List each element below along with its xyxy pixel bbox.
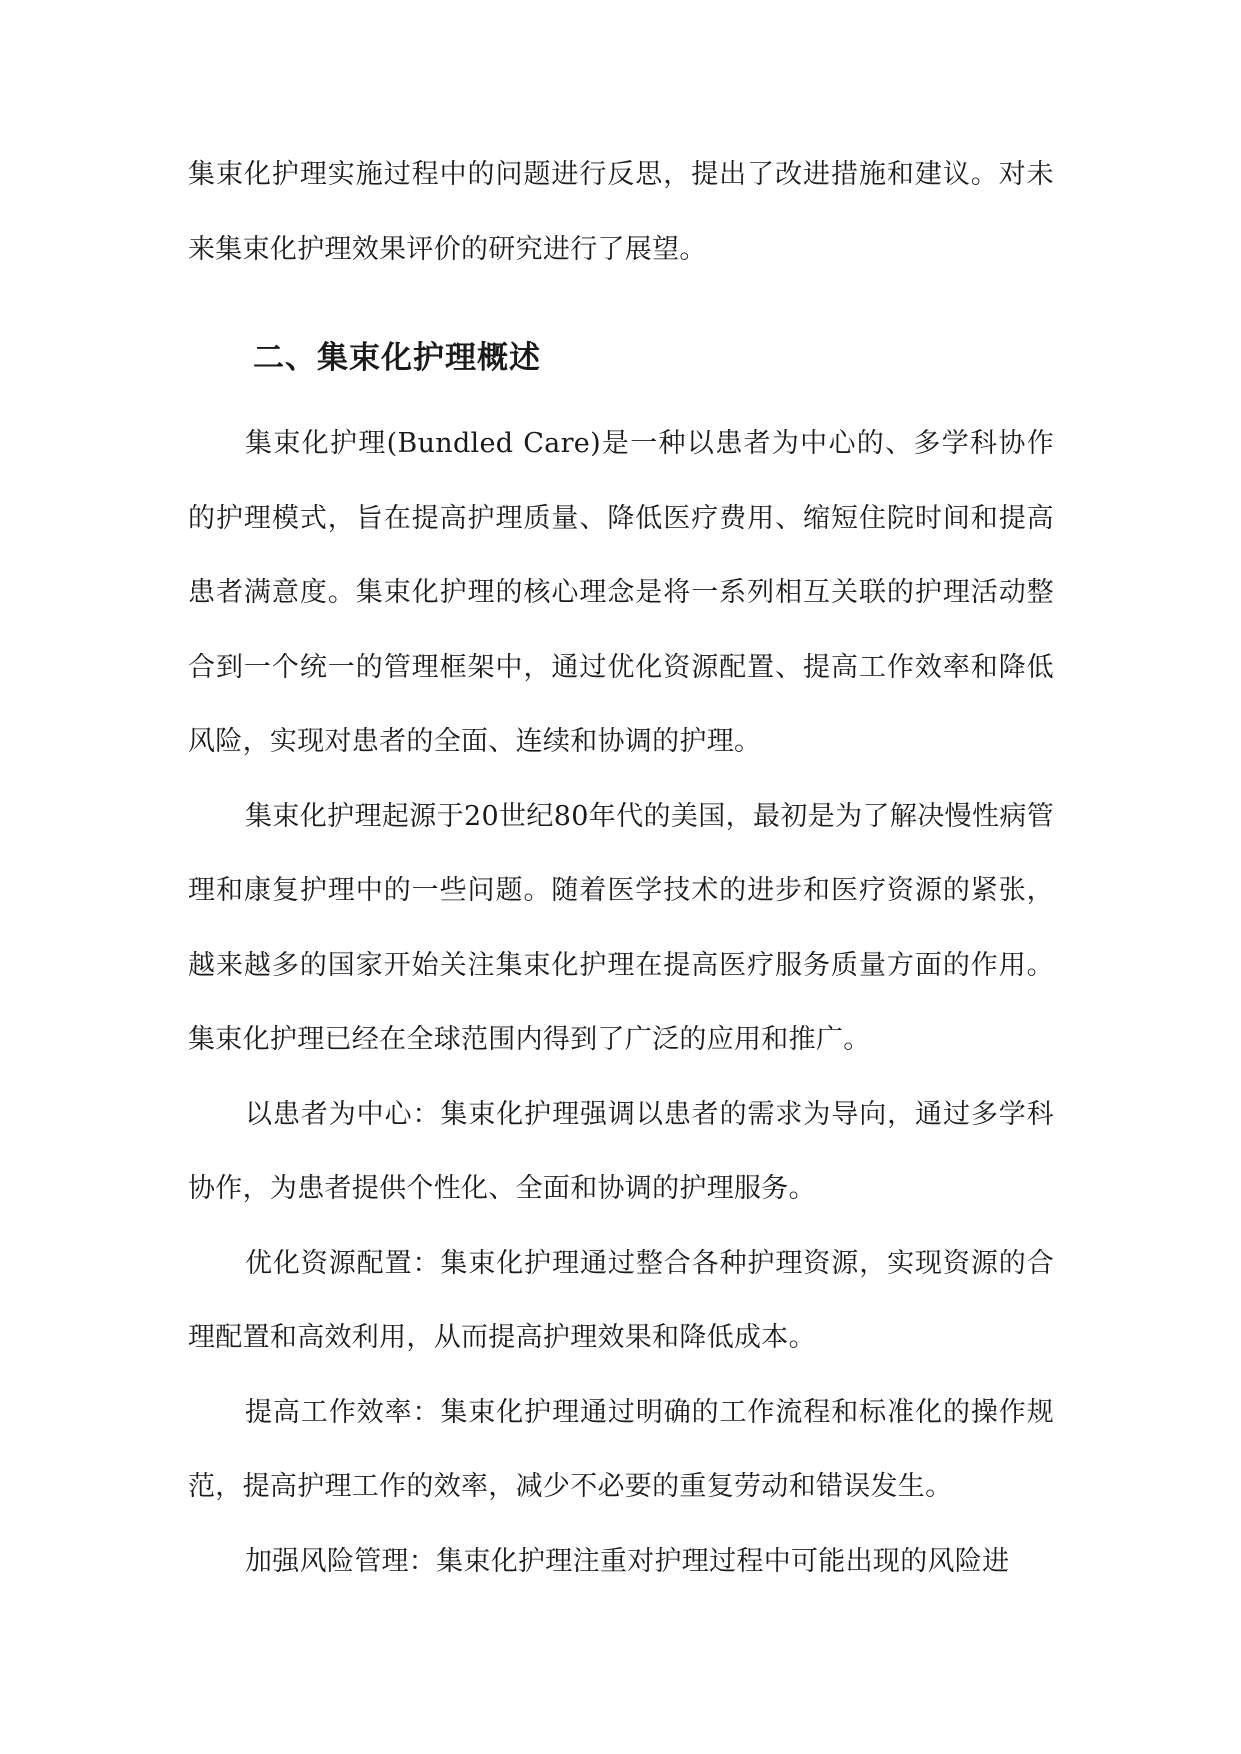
paragraph-patient-centered: 以患者为中心：集束化护理强调以患者的需求为导向，通过多学科协作，为患者提供个性化、全面和协调的护理服务。 bbox=[188, 1098, 1054, 1204]
paragraph-work-efficiency: 提高工作效率：集束化护理通过明确的工作流程和标准化的操作规范，提高护理工作的效率，减少不必要的重复劳动和错误发生。 bbox=[188, 1396, 1054, 1502]
paragraph-resource-allocation: 优化资源配置：集束化护理通过整合各种护理资源，实现资源的合理配置和高效利用，从而提高护理效果和降低成本。 bbox=[188, 1247, 1054, 1353]
section-heading: 二、集束化护理概述 bbox=[253, 340, 541, 376]
page-content bbox=[188, 138, 1054, 1599]
paragraph-origin: 集束化护理起源于20世纪80年代的美国，最初是为了解决慢性病管理和康复护理中的一些问题。随着医学技术的进步和医疗资源的紧张，越来越多的国家开始关注集束化护理在提高医疗服务质量方面的作用。集束化护理已经在全球范围内得到了广泛的应用和推广。 bbox=[188, 800, 1054, 1055]
paragraph-definition: 集束化护理(Bundled Care)是一种以患者为中心的、多学科协作的护理模式，旨在提高护理质量、降低医疗费用、缩短住院时间和提高患者满意度。集束化护理的核心理念是将一系列相互关联的护理活动整合到一个统一的管理框架中，通过优化资源配置、提高工作效率和降低风险，实现对患者的全面、连续和协调的护理。 bbox=[188, 428, 1054, 757]
continued-paragraph: 集束化护理实施过程中的问题进行反思，提出了改进措施和建议。对未来集束化护理效果评价的研究进行了展望。 bbox=[188, 159, 1054, 265]
paragraph-risk-management: 加强风险管理：集束化护理注重对护理过程中可能出现的风险进 bbox=[245, 1545, 1010, 1577]
